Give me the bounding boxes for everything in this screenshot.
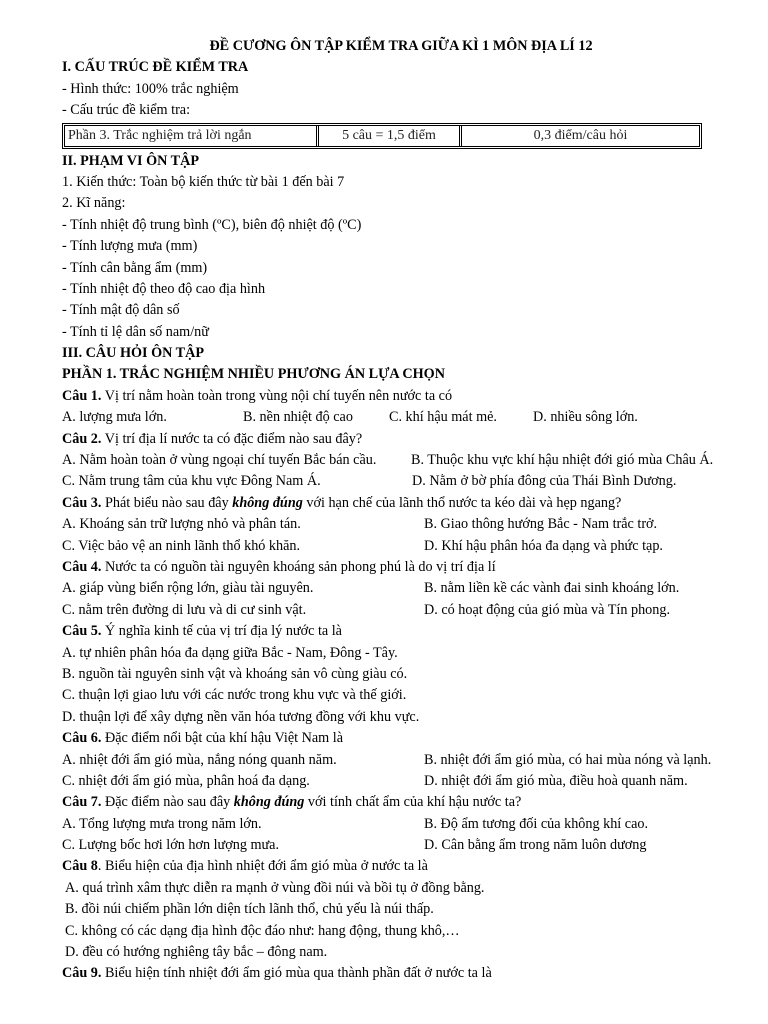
answer-row (62, 750, 742, 771)
question-text: Biểu hiện tính nhiệt đới ẩm gió mùa qua thành phần đất ở nước ta là (101, 965, 492, 982)
question-label: Câu 8 (62, 858, 98, 875)
text-line: - Tính cân bằng ẩm (mm) (62, 259, 208, 276)
answer-option: D. đều có hướng nghiêng tây bắc – đông nam. (65, 944, 328, 961)
answer-option: C. nằm trên đường di lưu và di cư sinh vật. (62, 601, 307, 618)
question-label: Câu 7. (62, 794, 102, 811)
answer-option: A. lượng mưa lớn. (62, 409, 167, 426)
section-heading-questions: III. CÂU HỎI ÔN TẬP (62, 345, 205, 362)
answer-option: D. Cân bằng ẩm trong năm luôn dương (424, 837, 647, 854)
question-text: với hạn chế của lãnh thổ nước ta kéo dài và hẹp ngang? (302, 494, 622, 511)
answer-row (62, 814, 742, 835)
answer-row (62, 471, 742, 492)
answer-row (62, 600, 742, 621)
text-line: - Hình thức: 100% trắc nghiệm (62, 80, 239, 97)
question-text: Ý nghĩa kinh tế của vị trí địa lý nước ta là (101, 623, 342, 640)
text-line: - Tính tỉ lệ dân số nam/nữ (62, 323, 209, 340)
answer-option: A. quá trình xâm thực diễn ra mạnh ở vùng đồi núi và bồi tụ ở đồng bằng. (65, 879, 485, 896)
answer-option: B. Thuộc khu vực khí hậu nhiệt đới gió mùa Châu Á. (411, 452, 714, 469)
answer-option: D. nhiều sông lớn. (533, 409, 638, 426)
question-7 (62, 792, 742, 813)
answer-row (62, 514, 742, 535)
answer-option: C. nhiệt đới ẩm gió mùa, phân hoá đa dạng. (62, 772, 310, 789)
question-emphasis: không đúng (233, 794, 305, 811)
question-text: Đặc điểm nào sau đây (101, 794, 234, 811)
question-text: Phát biểu nào sau đây (101, 494, 233, 511)
answer-option: C. thuận lợi giao lưu với các nước trong khu vực và thế giới. (62, 687, 407, 704)
question-label: Câu 4. (62, 558, 102, 575)
question-9 (62, 963, 742, 984)
question-3 (62, 493, 742, 514)
answer-row (62, 450, 742, 471)
answer-option: C. Việc bảo vệ an ninh lãnh thổ khó khăn. (62, 537, 301, 554)
answer-option: B. nền nhiệt độ cao (243, 409, 353, 426)
answer-option: D. Nằm ở bờ phía đông của Thái Bình Dương. (412, 473, 677, 490)
answer-option: A. nhiệt đới ẩm gió mùa, nắng nóng quanh năm. (62, 751, 337, 768)
question-text: với tính chất ẩm của khí hậu nước ta? (304, 794, 522, 811)
answer-option: C. Nằm trung tâm của khu vực Đông Nam Á. (62, 473, 321, 490)
part-heading: PHẦN 1. TRẮC NGHIỆM NHIỀU PHƯƠNG ÁN LỰA CHỌN (62, 366, 445, 383)
question-label: Câu 1. (62, 387, 102, 404)
question-text: . Biểu hiện của địa hình nhiệt đới ẩm gió mùa ở nước ta là (97, 858, 428, 875)
answer-option: B. nằm liền kề các vành đai sinh khoáng lớn. (424, 580, 680, 597)
question-2 (62, 429, 742, 450)
section-heading-structure: I. CẤU TRÚC ĐỀ KIỂM TRA (62, 59, 249, 76)
text-line: 2. Kĩ năng: (62, 195, 126, 212)
question-label: Câu 3. (62, 494, 102, 511)
text-line: - Tính nhiệt độ trung bình (ºC), biên độ nhiệt độ (ºC) (62, 216, 362, 233)
question-4 (62, 557, 742, 578)
answer-option: A. Nằm hoàn toàn ở vùng ngoại chí tuyến Bắc bán cầu. (62, 452, 377, 469)
question-text: Đặc điểm nổi bật của khí hậu Việt Nam là (101, 730, 343, 747)
question-5 (62, 621, 742, 642)
answer-option: A. giáp vùng biển rộng lớn, giàu tài nguyên. (62, 580, 314, 597)
answer-option: B. Giao thông hướng Bắc - Nam trắc trở. (424, 516, 658, 533)
answer-option: B. nhiệt đới ẩm gió mùa, có hai mùa nóng và lạnh. (424, 751, 712, 768)
answer-option: D. thuận lợi để xây dựng nền văn hóa tương đồng với khu vực. (62, 708, 420, 725)
table-cell: Phần 3. Trắc nghiệm trả lời ngắn (65, 126, 319, 146)
answer-option: A. Tổng lượng mưa trong năm lớn. (62, 815, 262, 832)
question-text: Vị trí địa lí nước ta có đặc điểm nào sau đây? (101, 430, 363, 447)
question-label: Câu 6. (62, 730, 102, 747)
answer-option: B. Độ ẩm tương đối của không khí cao. (424, 815, 649, 832)
question-label: Câu 2. (62, 430, 102, 447)
answer-option: C. không có các dạng địa hình độc đáo như: hang động, thung khô,… (65, 922, 460, 939)
answer-row (62, 835, 742, 856)
question-1 (62, 386, 742, 407)
answer-option: D. có hoạt động của gió mùa và Tín phong. (424, 601, 671, 618)
text-line: - Cấu trúc đề kiểm tra: (62, 102, 191, 119)
table-cell: 5 câu = 1,5 điểm (319, 126, 462, 146)
question-text: Nước ta có nguồn tài nguyên khoáng sản phong phú là do vị trí địa lí (101, 558, 496, 575)
answer-row (62, 771, 742, 792)
answer-row (62, 578, 742, 599)
question-8 (62, 856, 742, 877)
answer-option: C. Lượng bốc hơi lớn hơn lượng mưa. (62, 837, 280, 854)
section-heading-scope: II. PHẠM VI ÔN TẬP (62, 152, 200, 169)
answer-option: D. Khí hậu phân hóa đa dạng và phức tạp. (424, 537, 663, 554)
answer-option: D. nhiệt đới ẩm gió mùa, điều hoà quanh năm. (424, 772, 688, 789)
question-emphasis: không đúng (232, 494, 303, 511)
table-cell: 0,3 điểm/câu hỏi (533, 127, 628, 143)
question-6 (62, 728, 742, 749)
text-line: - Tính lượng mưa (mm) (62, 238, 198, 255)
question-label: Câu 5. (62, 623, 102, 640)
structure-table (62, 123, 702, 149)
answer-option: A. Khoáng sản trữ lượng nhỏ và phân tán. (62, 516, 301, 533)
answer-option: B. đồi núi chiếm phần lớn diện tích lãnh thổ, chủ yếu là núi thấp. (65, 901, 434, 918)
question-label: Câu 9. (62, 965, 102, 982)
document-title: ĐỀ CƯƠNG ÔN TẬP KIỂM TRA GIỮA KÌ 1 MÔN ĐỊA LÍ 12 (209, 38, 593, 54)
text-line: - Tính nhiệt độ theo độ cao địa hình (62, 280, 266, 297)
text-line: 1. Kiến thức: Toàn bộ kiến thức từ bài 1 đến bài 7 (62, 173, 345, 190)
answer-option: B. nguồn tài nguyên sinh vật và khoáng sản vô cùng giàu có. (62, 665, 408, 682)
text-line: - Tính mật độ dân số (62, 302, 180, 319)
answer-row (62, 407, 742, 428)
question-text: Vị trí nằm hoàn toàn trong vùng nội chí tuyến nên nước ta có (101, 387, 453, 404)
answer-option: C. khí hậu mát mẻ. (389, 409, 497, 426)
answer-option: A. tự nhiên phân hóa đa dạng giữa Bắc - Nam, Đông - Tây. (62, 644, 398, 661)
answer-row (62, 536, 742, 557)
document-page (62, 36, 742, 985)
